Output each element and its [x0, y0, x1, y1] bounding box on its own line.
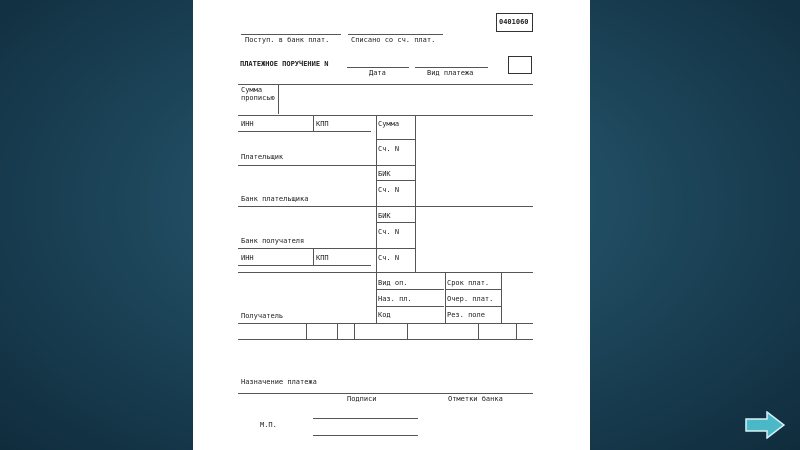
payee-bik-label: БИК: [378, 212, 391, 220]
payee-account-label: Сч. N: [378, 254, 400, 262]
payee-inn-label: ИНН: [241, 254, 254, 262]
payment-purpose-label: Назначение платежа: [241, 378, 317, 386]
received-label: Поступ. в банк плат.: [245, 36, 330, 44]
payer-kpp-label: КПП: [316, 120, 329, 128]
signatures-label: Подписи: [347, 395, 377, 403]
date-label: Дата: [369, 69, 386, 77]
reserve-label: Рез. поле: [447, 311, 485, 319]
amount-label: Сумма: [378, 120, 400, 128]
op-type-label: Вид оп.: [378, 279, 408, 287]
payee-bank-account-label: Сч. N: [378, 228, 400, 236]
seal-label: М.П.: [260, 421, 277, 429]
purpose-code-label: Наз. пл.: [378, 295, 412, 303]
amount-words-label-2: прописью: [241, 94, 275, 102]
arrow-right-icon: [745, 411, 785, 439]
debited-label: Списано со сч. плат.: [351, 36, 436, 44]
next-slide-button[interactable]: [745, 411, 785, 439]
payee-label: Получатель: [241, 312, 284, 320]
payee-bank-label: Банк получателя: [241, 237, 305, 245]
form-title: ПЛАТЕЖНОЕ ПОРУЧЕНИЕ N: [240, 60, 329, 68]
bank-marks-label: Отметки банка: [448, 395, 503, 403]
payer-bank-account-label: Сч. N: [378, 186, 400, 194]
payee-kpp-label: КПП: [316, 254, 329, 262]
priority-label: Очер. плат.: [447, 295, 494, 303]
payer-bank-label: Банк плательщика: [241, 195, 309, 203]
payer-bik-label: БИК: [378, 170, 391, 178]
status-box: [508, 56, 532, 74]
due-date-label: Срок плат.: [447, 279, 490, 287]
payer-inn-label: ИНН: [241, 120, 254, 128]
payer-label: Плательщик: [241, 153, 284, 161]
payment-type-label: Вид платежа: [427, 69, 474, 77]
payer-account-label: Сч. N: [378, 145, 400, 153]
payment-order-form: [193, 0, 590, 450]
code-label: Код: [378, 311, 391, 319]
form-code: 0401060: [499, 18, 529, 26]
amount-words-label-1: Сумма: [241, 86, 263, 94]
